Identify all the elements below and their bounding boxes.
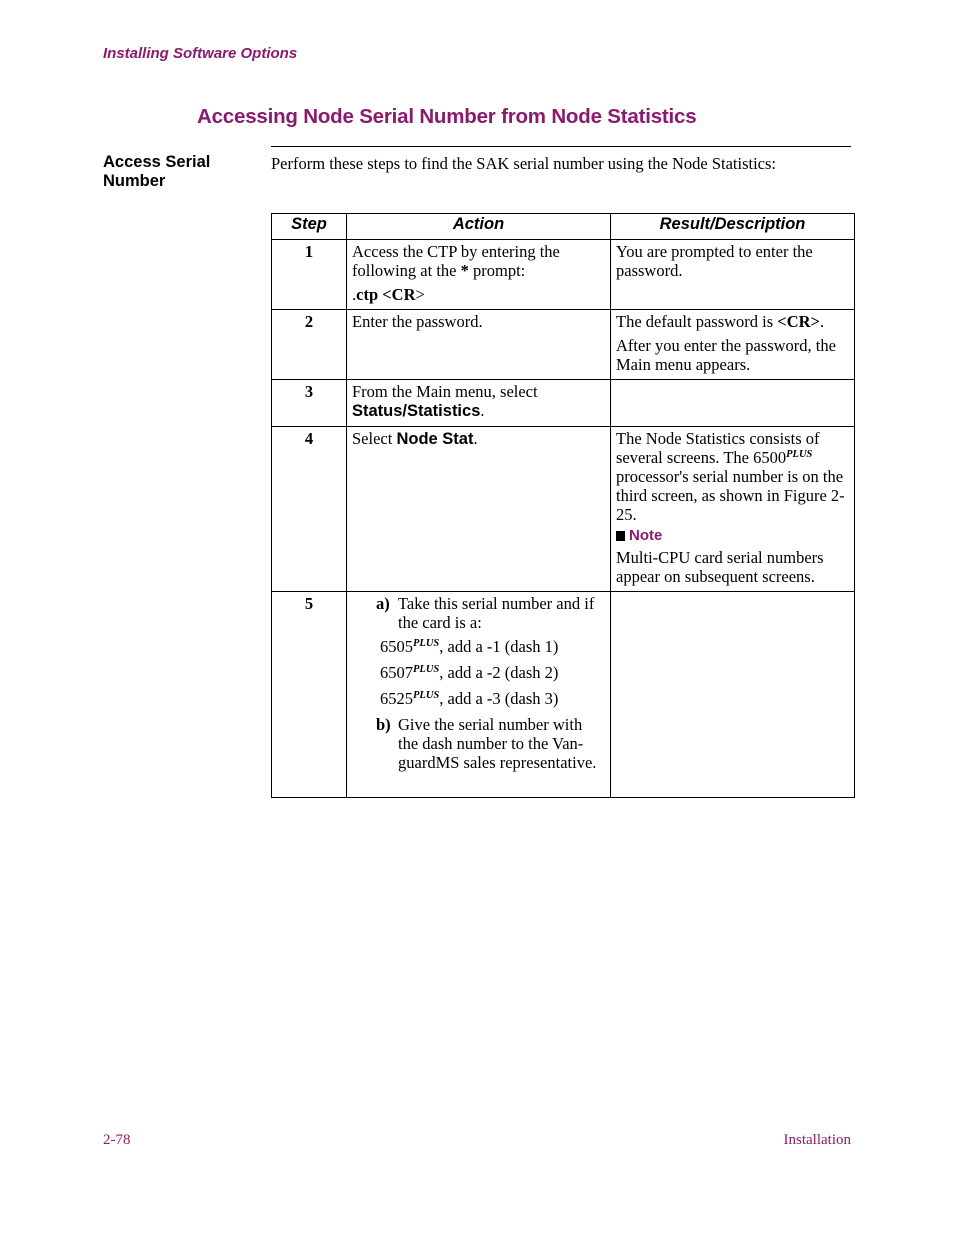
result-text: The Node Statistics consists of several screens. The $6500^{PLUS}$ processor's serial number is on the third screen, as shown in Figure 2-25. bbox=[616, 429, 845, 524]
action-text: Select Node Stat. bbox=[352, 429, 478, 448]
intro-paragraph: Perform these steps to find the SAK serial number using the Node Statistics: bbox=[271, 154, 777, 173]
note-text: Multi-CPU card serial numbers appear on subsequent screens. bbox=[616, 548, 824, 586]
result-cell bbox=[611, 380, 855, 427]
table-header-row bbox=[272, 214, 855, 240]
table-row bbox=[272, 380, 855, 427]
action-cell bbox=[347, 380, 611, 427]
action-text: Enter the password. bbox=[352, 312, 483, 331]
header-result: Result/Description bbox=[611, 214, 855, 240]
action-text: From the Main menu, select Status/Statistics. bbox=[352, 382, 538, 420]
step-number: 5 bbox=[272, 592, 347, 798]
result-cell bbox=[611, 240, 855, 310]
table-row bbox=[272, 240, 855, 310]
result-cell bbox=[611, 310, 855, 380]
footer-section-name: Installation bbox=[783, 1132, 851, 1148]
title-rule bbox=[271, 146, 851, 147]
command-text: .ctp <CR> bbox=[352, 285, 425, 304]
result-cell bbox=[611, 427, 855, 592]
page-number: 2-78 bbox=[103, 1132, 131, 1148]
header-action: Action bbox=[347, 214, 611, 240]
substep-a: a) Take this serial number and if the card is a: bbox=[376, 594, 595, 632]
card-option: $6525^{PLUS}$, add a -3 (dash 3) bbox=[380, 689, 559, 708]
running-head: Installing Software Options bbox=[103, 45, 298, 62]
action-cell bbox=[347, 310, 611, 380]
side-heading: Access Serial Number bbox=[103, 153, 211, 190]
note-square-icon bbox=[616, 531, 625, 541]
table-row bbox=[272, 310, 855, 380]
result-text: The default password is <CR>. bbox=[616, 312, 825, 331]
table-row bbox=[272, 427, 855, 592]
step-number: 3 bbox=[272, 380, 347, 427]
header-step: Step bbox=[272, 214, 347, 240]
action-cell bbox=[347, 240, 611, 310]
action-cell bbox=[347, 592, 611, 798]
step-number: 1 bbox=[272, 240, 347, 310]
step-number: 4 bbox=[272, 427, 347, 592]
steps-table bbox=[271, 213, 855, 798]
substep-b: b) Give the serial number with the dash number to the Van-guardMS sales representative. bbox=[376, 715, 597, 772]
result-text: After you enter the password, the Main menu appears. bbox=[616, 336, 836, 374]
result-cell bbox=[611, 592, 855, 798]
action-text: Access the CTP by entering the following at the * prompt: bbox=[352, 242, 560, 280]
step-number: 2 bbox=[272, 310, 347, 380]
card-option: $6507^{PLUS}$, add a -2 (dash 2) bbox=[380, 663, 559, 682]
section-title: Accessing Node Serial Number from Node Statistics bbox=[197, 105, 697, 128]
card-option: $6505^{PLUS}$, add a -1 (dash 1) bbox=[380, 637, 559, 656]
note-heading: Note bbox=[616, 526, 849, 545]
result-text: You are prompted to enter the password. bbox=[616, 242, 813, 280]
table-row bbox=[272, 592, 855, 798]
action-cell bbox=[347, 427, 611, 592]
